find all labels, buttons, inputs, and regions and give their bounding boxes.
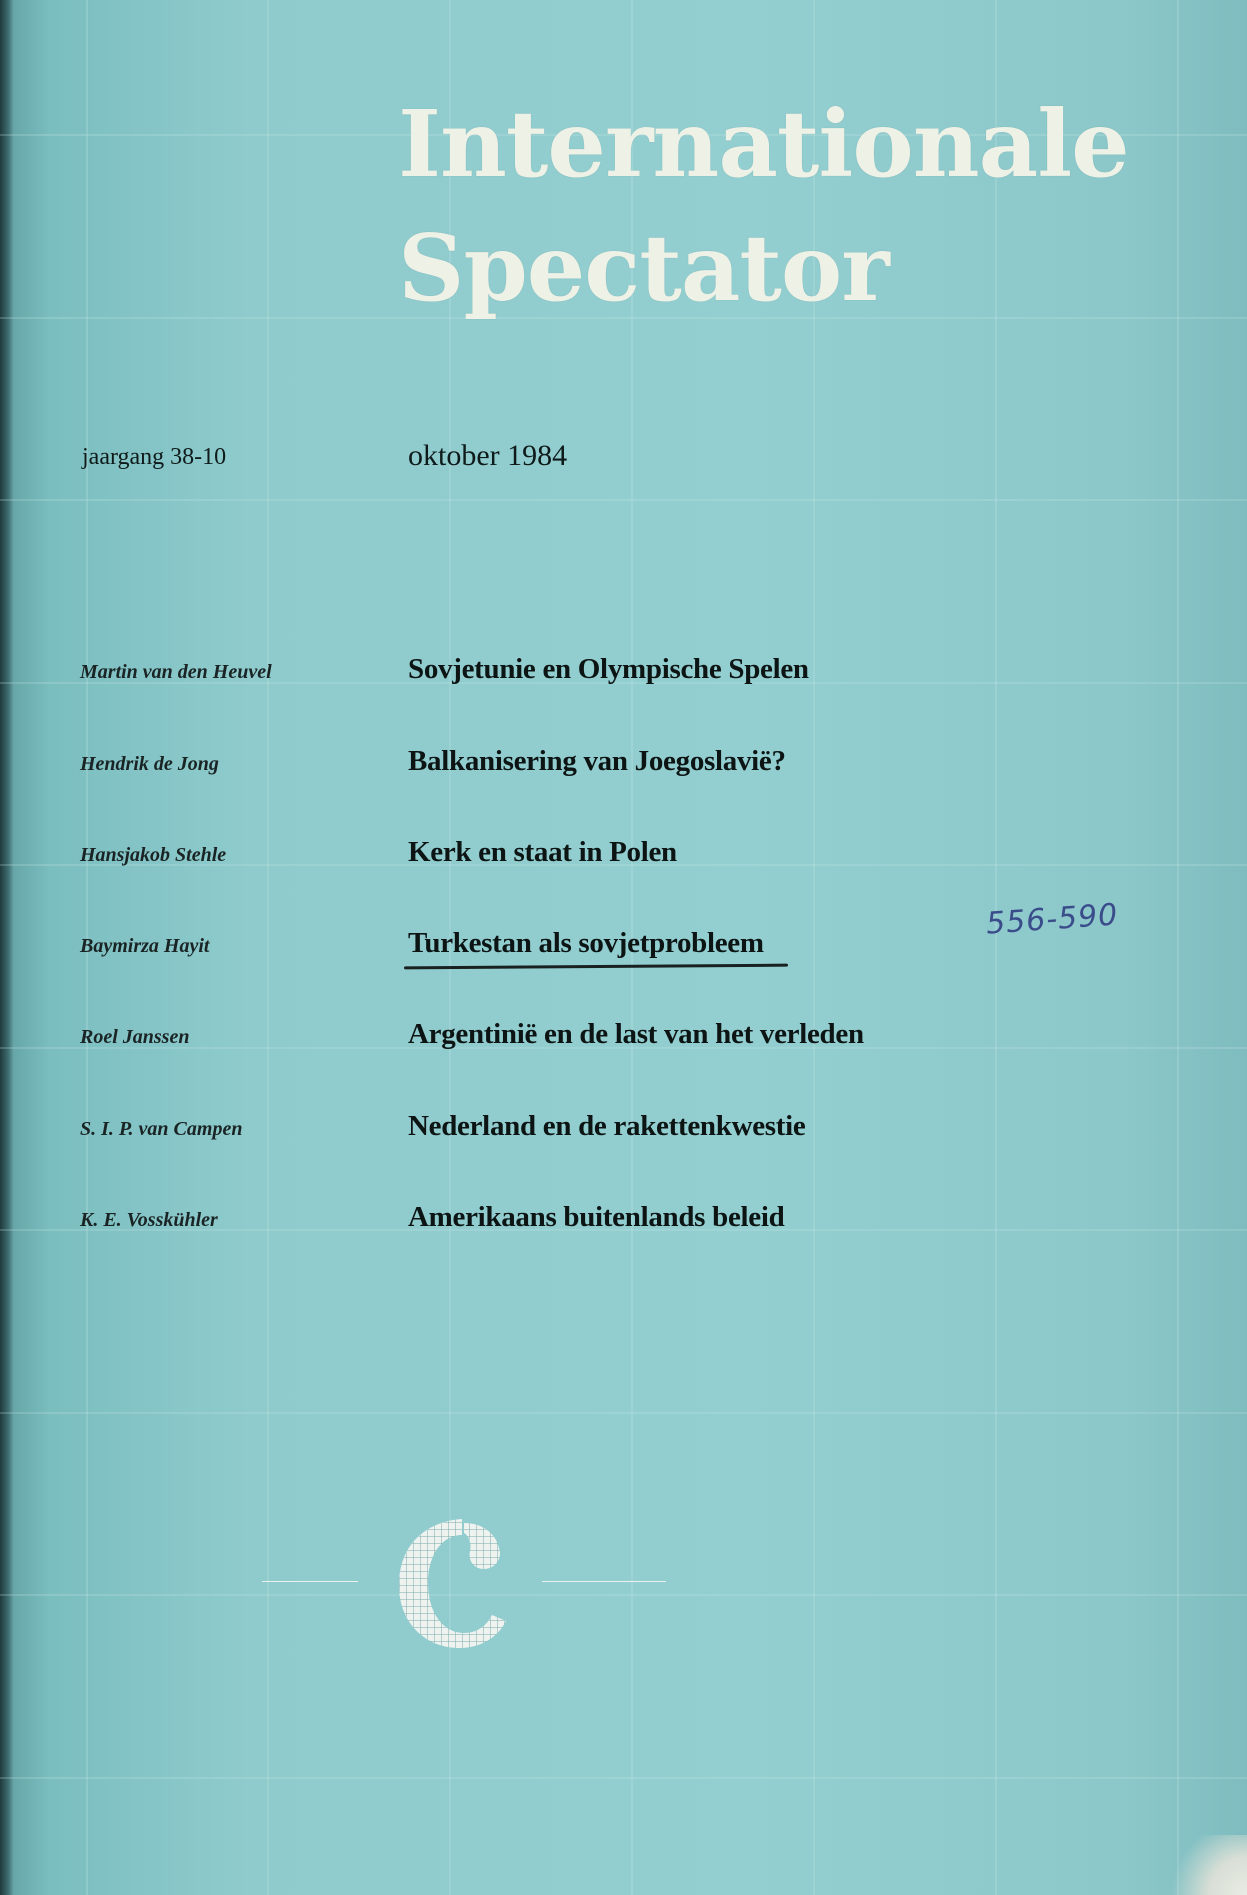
handwritten-page-range: 556-590 (984, 897, 1120, 942)
pixel-c-logo-icon (392, 1515, 512, 1655)
entry-title: Amerikaans buitenlands beleid (408, 1201, 785, 1233)
entry-title: Nederland en de rakettenkwestie (408, 1110, 806, 1142)
journal-title-line2: Spectator (398, 214, 889, 322)
entry-title: Kerk en staat in Polen (408, 836, 677, 868)
entry-author: Baymirza Hayit (80, 935, 210, 957)
volume-number: jaargang 38-10 (82, 444, 227, 470)
entry-author: K. E. Vosskühler (80, 1209, 218, 1231)
entry-title: Sovjetunie en Olympische Spelen (408, 653, 809, 685)
journal-title-line1: Internationale (398, 90, 1129, 198)
worn-corner (1157, 1835, 1247, 1895)
contents-entry (0, 836, 1247, 876)
entry-author: S. I. P. van Campen (80, 1118, 243, 1140)
pen-underline (404, 964, 788, 970)
entry-title: Argentinië en de last van het verleden (408, 1018, 864, 1050)
issue-date: oktober 1984 (408, 439, 568, 472)
logo-rule-right (542, 1581, 666, 1582)
entry-author: Hansjakob Stehle (80, 844, 227, 866)
contents-entry (0, 1110, 1247, 1150)
contents-entry (0, 653, 1247, 693)
journal-title (398, 82, 1129, 330)
contents-entry (0, 1201, 1247, 1241)
entry-author: Roel Janssen (80, 1026, 190, 1048)
entry-title: Balkanisering van Joegoslavië? (408, 745, 786, 777)
contents-entry (0, 1018, 1247, 1058)
entry-author: Hendrik de Jong (80, 753, 219, 775)
logo-rule-left (262, 1581, 358, 1582)
entry-author: Martin van den Heuvel (80, 661, 272, 683)
entry-title: Turkestan als sovjetprobleem (408, 927, 764, 959)
contents-entry (0, 745, 1247, 785)
